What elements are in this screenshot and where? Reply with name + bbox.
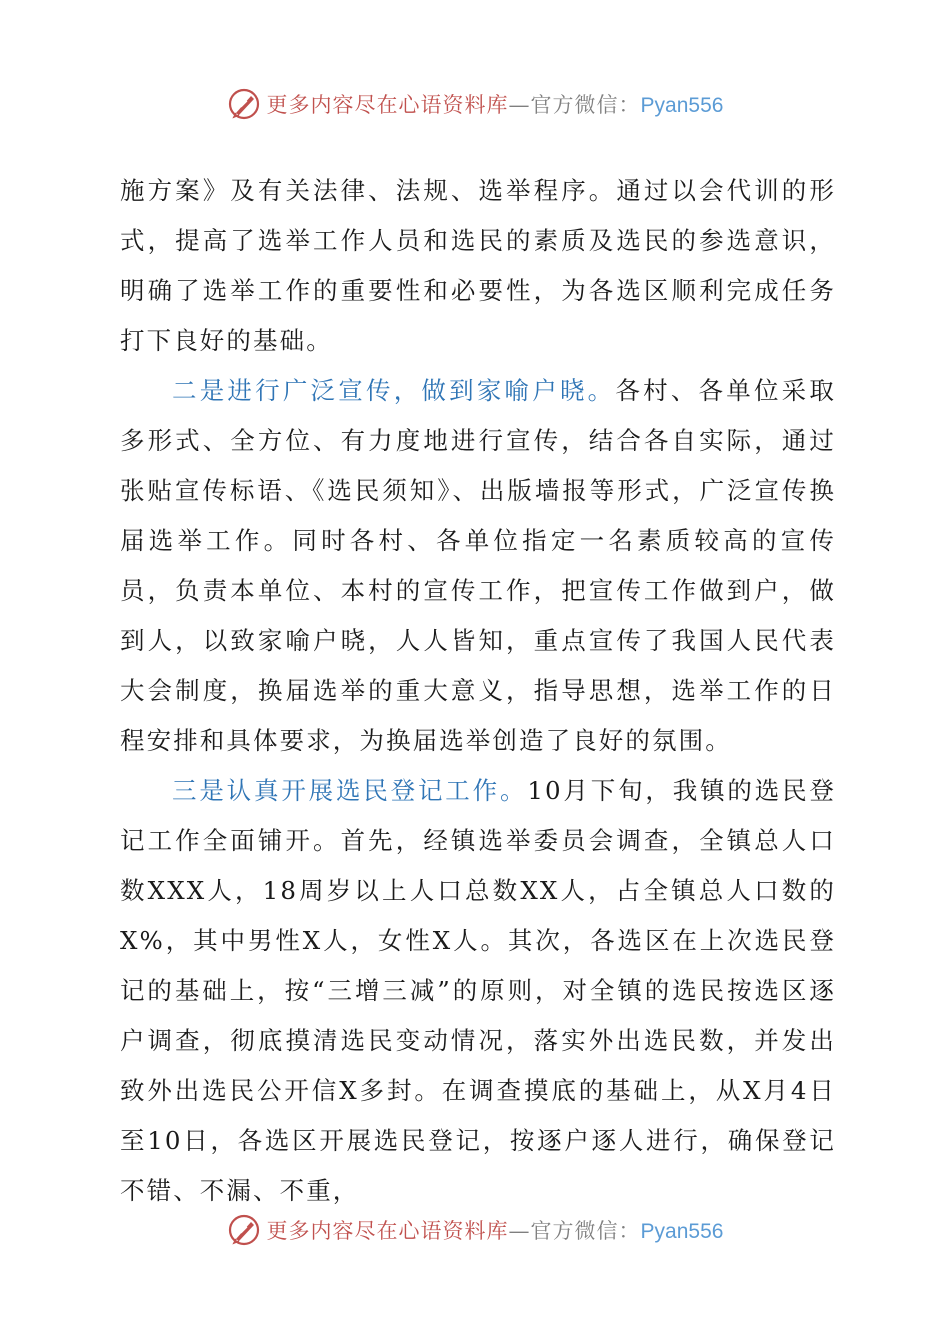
header-banner-text — [267, 89, 724, 119]
header-wechat-label: 官方微信： — [530, 93, 641, 117]
paragraph-text: 施方案》及有关法律、法规、选举程序。通过以会代训的形式，提高了选举工作人员和选民的素质及选民的参选意识，明确了选举工作的重要性和必要性，为各选区顺利完成任务打下良好的基础。 — [120, 176, 836, 355]
document-body — [120, 166, 836, 1216]
paragraph-text: 各村、各单位采取多形式、全方位、有力度地进行宣传，结合各自实际，通过张贴宣传标语、《选民须知》、出版墙报等形式，广泛宣传换届选举工作。同时各村、各单位指定一名素质较高的宣传员，负责本单位、本村的宣传工作，把宣传工作做到户，做到人，以致家喻户晓，人人皆知，重点宣传了我国人民代表大会制度，换届选举的重大意义，指导思想，选举工作的日程安排和具体要求，为换届选举创造了良好的氛围。 — [120, 376, 836, 755]
footer-site-text: 更多内容尽在心语资料库 — [266, 1219, 509, 1243]
header-wechat-id: Pyan556 — [640, 94, 724, 117]
paragraph-heading: 二是进行广泛宣传，做到家喻户晓。 — [172, 376, 616, 405]
footer-dash: — — [508, 1219, 531, 1243]
paragraph-voter-registration — [120, 766, 836, 1216]
header-dash: — — [508, 93, 531, 117]
header-site-text: 更多内容尽在心语资料库 — [266, 93, 509, 117]
header-watermark-banner — [0, 84, 950, 124]
paragraph-publicity — [120, 366, 836, 766]
paragraph-continuation — [120, 166, 836, 366]
footer-watermark-banner — [0, 1210, 950, 1250]
footer-banner-text — [267, 1215, 724, 1245]
quill-logo-icon — [227, 1213, 261, 1247]
footer-wechat-id: Pyan556 — [640, 1220, 724, 1243]
paragraph-heading: 三是认真开展选民登记工作。 — [172, 776, 528, 805]
paragraph-text: 10月下旬，我镇的选民登记工作全面铺开。首先，经镇选举委员会调查，全镇总人口数XXX人，18周岁以上人口总数XX人，占全镇总人口数的X%，其中男性X人，女性X人。其次，各选区在上次选民登记的基础上，按“三增三减”的原则，对全镇的选民按选区逐户调查，彻底摸清选民变动情况，落实外出选民数，并发出致外出选民公开信X多封。在调查摸底的基础上，从X月4日至10日，各选区开展选民登记，按逐户逐人进行，确保登记不错、不漏、不重， — [120, 776, 836, 1205]
quill-logo-icon — [227, 87, 261, 121]
footer-wechat-label: 官方微信： — [530, 1219, 641, 1243]
